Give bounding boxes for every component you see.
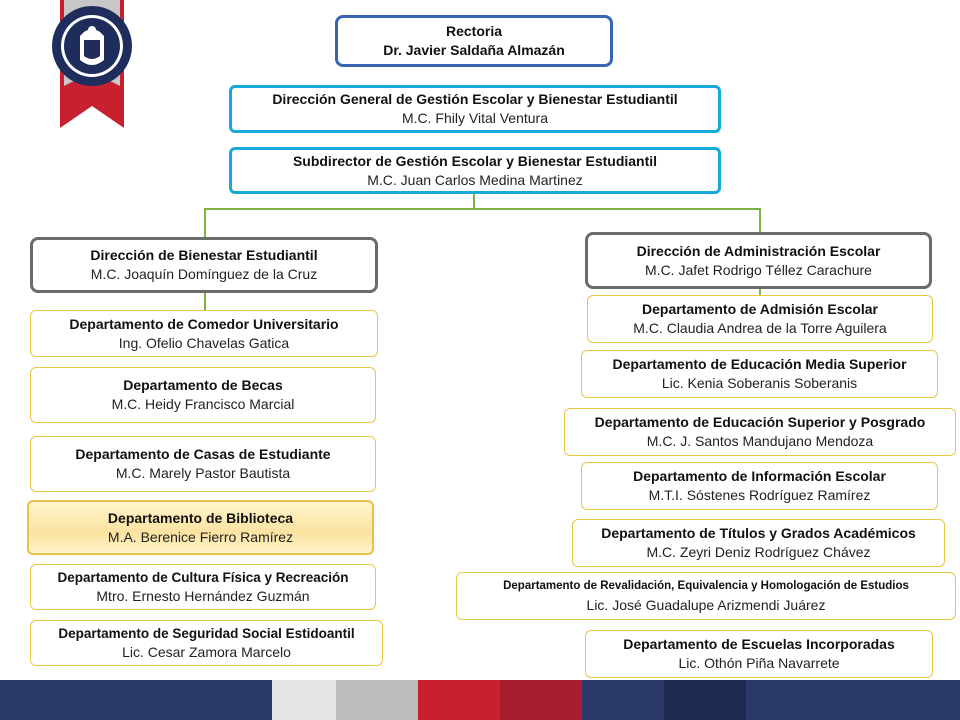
box-title: Departamento de Comedor Universitario [69, 315, 339, 332]
connector-line [759, 208, 761, 232]
box-title: Departamento de Cultura Física y Recreación [57, 570, 349, 585]
dept-titulos-box [572, 519, 945, 567]
box-person: M.C. Joaquín Domínguez de la Cruz [90, 266, 318, 282]
bar-segment [418, 680, 500, 720]
box-person: Lic. José Guadalupe Arizmendi Juárez [586, 597, 826, 613]
bar-segment [272, 680, 336, 720]
connector-line [204, 208, 760, 210]
subdirector-box [229, 147, 721, 194]
direccion-administracion-box [585, 232, 932, 289]
bar-segment [500, 680, 582, 720]
dept-media-superior-box [581, 350, 938, 398]
box-title: Departamento de Títulos y Grados Académicos [601, 525, 916, 541]
dept-becas-box [30, 367, 376, 423]
box-title: Departamento de Admisión Escolar [642, 301, 878, 317]
bar-segment [0, 680, 272, 720]
rectoria-box [335, 15, 613, 67]
box-title: Departamento de Información Escolar [633, 468, 886, 484]
seal-graphic [50, 0, 134, 128]
box-title: Dirección de Administración Escolar [636, 242, 881, 259]
connector-line [204, 208, 206, 238]
dept-admision-box [587, 295, 933, 343]
dept-informacion-box [581, 462, 938, 510]
dept-escuelas-incorporadas-box [585, 630, 933, 678]
box-person: M.C. Claudia Andrea de la Torre Aguilera [633, 320, 887, 336]
box-title: Rectoria [445, 23, 503, 39]
dept-comedor-box [30, 310, 378, 357]
box-title: Subdirector de Gestión Escolar y Bienestar Estudiantil [292, 152, 658, 169]
dept-superior-posgrado-box [564, 408, 956, 456]
box-person: Lic. Othón Piña Navarrete [678, 655, 840, 671]
box-title: Departamento de Casas de Estudiante [75, 446, 331, 462]
box-person: Lic. Kenia Soberanis Soberanis [661, 375, 858, 391]
box-person: Dr. Javier Saldaña Almazán [383, 42, 565, 58]
bottom-color-bar [0, 680, 960, 720]
dept-casas-box [30, 436, 376, 492]
box-title: Dirección General de Gestión Escolar y Bienestar Estudiantil [272, 91, 678, 107]
direccion-bienestar-box [30, 237, 378, 293]
dept-biblioteca-box [27, 500, 374, 555]
box-person: M.T.I. Sóstenes Rodríguez Ramírez [648, 487, 871, 503]
university-seal-logo [50, 0, 134, 128]
direccion-general-box [229, 85, 721, 133]
box-person: M.C. Fhily Vital Ventura [401, 110, 549, 126]
box-title: Dirección de Bienestar Estudiantil [90, 247, 318, 263]
box-title: Departamento de Biblioteca [107, 509, 294, 526]
dept-seguridad-social-box [30, 620, 383, 666]
box-person: Lic. Cesar Zamora Marcelo [122, 644, 291, 660]
box-person: M.C. Jafet Rodrigo Téllez Carachure [645, 261, 872, 278]
connector-line [204, 292, 206, 312]
box-person: M.C. Zeyri Deniz Rodríguez Chávez [646, 544, 871, 560]
box-title: Departamento de Educación Media Superior [612, 356, 907, 372]
box-title: Departamento de Seguridad Social Estidoantil [58, 626, 355, 641]
box-person: Mtro. Ernesto Hernández Guzmán [96, 588, 310, 604]
box-person: Ing. Ofelio Chavelas Gatica [118, 334, 290, 351]
bar-segment [664, 680, 746, 720]
box-title: Departamento de Revalidación, Equivalencia y Homologación de Estudios [503, 580, 909, 592]
bar-segment [582, 680, 664, 720]
box-person: M.C. Juan Carlos Medina Martinez [367, 171, 583, 188]
box-person: M.C. Heidy Francisco Marcial [111, 396, 295, 412]
box-title: Departamento de Becas [123, 377, 283, 393]
box-person: M.C. Marely Pastor Bautista [115, 465, 291, 481]
bar-segment [336, 680, 418, 720]
box-title: Departamento de Educación Superior y Posgrado [594, 414, 926, 430]
box-person: M.A. Berenice Fierro Ramírez [107, 528, 294, 545]
dept-cultura-fisica-box [30, 564, 376, 610]
connector-line [473, 193, 475, 209]
dept-revalidacion-box [456, 572, 956, 620]
box-title: Departamento de Escuelas Incorporadas [623, 636, 895, 652]
box-person: M.C. J. Santos Mandujano Mendoza [646, 433, 874, 449]
bar-segment [746, 680, 960, 720]
